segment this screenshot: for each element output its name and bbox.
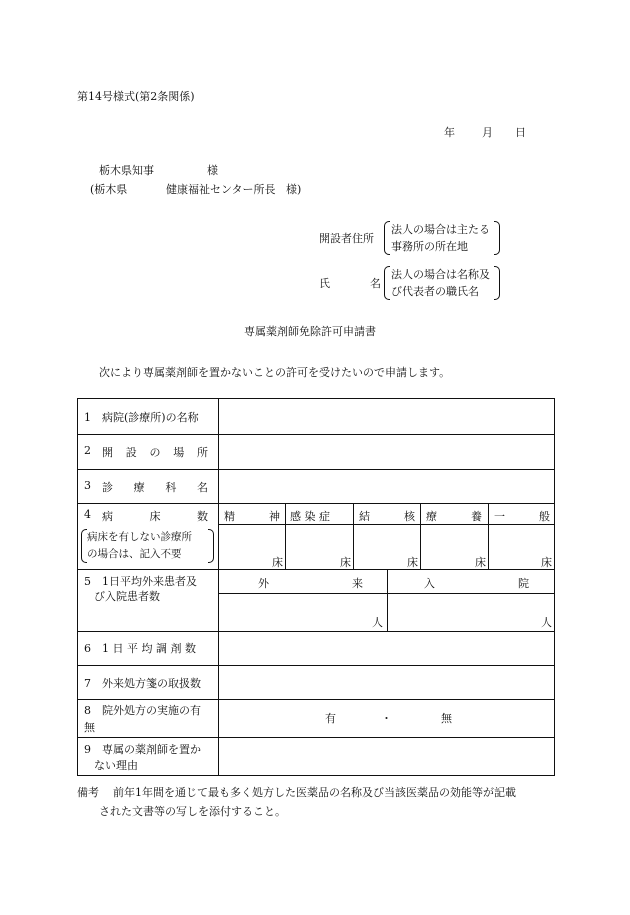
date-month-label: 月	[482, 126, 493, 139]
row1-label: 1 病院(診療所)の名称	[84, 411, 199, 424]
row4-note-bracket-right	[208, 529, 214, 563]
remarks-line-2: された文書等の写しを添付すること。	[99, 805, 286, 818]
address-note-line-1: 法人の場合は主たる	[391, 223, 490, 236]
application-form-table	[77, 398, 555, 776]
row9-label-line-1: 9 専属の薬剤師を置か	[84, 743, 201, 756]
name-note-line-2: び代表者の職氏名	[391, 285, 479, 298]
outpatient-header: 外 来	[258, 577, 363, 590]
row2-label: 開 設 の 場 所	[102, 446, 208, 459]
address-note-line-2: 事務所の所在地	[391, 240, 468, 253]
row-divider	[78, 699, 554, 700]
address-note-bracket-left	[384, 221, 390, 255]
date-year-label: 年	[444, 126, 455, 139]
row3-label: 診 療 科 名	[102, 481, 208, 494]
row4-number: 4	[84, 508, 91, 521]
bed-unit-label: 床	[340, 556, 351, 569]
applicant-name-label-2: 名	[370, 277, 381, 290]
row9-label-line-2: ない理由	[94, 759, 138, 772]
bed-unit-label: 床	[272, 556, 283, 569]
bed-type-long-term-care: 療 養	[426, 510, 482, 523]
row3-number: 3	[84, 479, 91, 492]
bed-type-infectious: 感 染 症	[290, 510, 330, 523]
person-unit-label: 人	[372, 616, 383, 629]
name-note-bracket-right	[494, 266, 500, 300]
remarks-line-1: 前年1年間を通じて最も多く処方した医薬品の名称及び当該医薬品の効能等が記載	[113, 786, 516, 799]
row-divider	[78, 503, 554, 504]
addressee-prefecture: (栃木県	[90, 183, 128, 196]
reason-input[interactable]	[219, 738, 554, 775]
row4-note-line-2: の場合は、記入不要	[87, 548, 182, 560]
addressee-suffix-2: 様)	[286, 183, 302, 196]
bed-unit-label: 床	[475, 556, 486, 569]
bed-type-general: 一 般	[494, 510, 550, 523]
row8-label-line-2: 無	[84, 721, 95, 734]
remarks-label: 備考	[77, 786, 99, 799]
row4-note-line-1: 病床を有しない診療所	[87, 531, 192, 543]
applicant-address-label: 開設者住所	[319, 232, 374, 245]
facility-name-input[interactable]	[219, 399, 554, 434]
document-title: 専属薬剤師免除許可申請書	[244, 325, 376, 338]
bed-type-tuberculosis: 結 核	[359, 510, 415, 523]
row7-label: 7 外来処方箋の取扱数	[84, 677, 201, 690]
option-yes[interactable]: 有	[325, 712, 336, 725]
inpatient-header: 入 院	[424, 577, 529, 590]
addressee-suffix-1: 様	[207, 164, 218, 177]
addressee-governor: 栃木県知事	[99, 164, 154, 177]
outpatient-count-input[interactable]	[219, 594, 387, 631]
row6-label: 6 1 日 平 均 調 剤 数	[84, 642, 196, 655]
daily-dispensing-input[interactable]	[219, 632, 554, 665]
name-note-line-1: 法人の場合は名称及	[391, 268, 490, 281]
form-number: 第14号様式(第2条関係)	[77, 90, 195, 103]
row5-label-line-1: 5 1日平均外来患者及	[84, 575, 197, 588]
name-note-bracket-left	[384, 266, 390, 300]
bed-type-psychiatric: 精 神	[224, 510, 280, 523]
row4-label: 病 床 数	[102, 510, 208, 523]
intro-text: 次により専属薬剤師を置かないことの許可を受けたいので申請します。	[99, 366, 451, 379]
bed-unit-label: 床	[407, 556, 418, 569]
row5-label-line-2: び入院患者数	[94, 590, 160, 603]
row2-number: 2	[84, 444, 91, 457]
inpatient-count-input[interactable]	[388, 594, 554, 631]
applicant-name-label-1: 氏	[319, 277, 330, 290]
address-note-bracket-right	[494, 221, 500, 255]
departments-input[interactable]	[219, 470, 554, 503]
option-separator: ・	[381, 712, 392, 725]
facility-location-input[interactable]	[219, 435, 554, 469]
addressee-office: 健康福祉センター所長	[166, 183, 276, 196]
outpatient-prescriptions-input[interactable]	[219, 666, 554, 699]
option-no[interactable]: 無	[441, 712, 452, 725]
bed-unit-label: 床	[541, 556, 552, 569]
row8-label-line-1: 8 院外処方の実施の有	[84, 704, 201, 717]
person-unit-label: 人	[541, 616, 552, 629]
date-day-label: 日	[515, 126, 526, 139]
